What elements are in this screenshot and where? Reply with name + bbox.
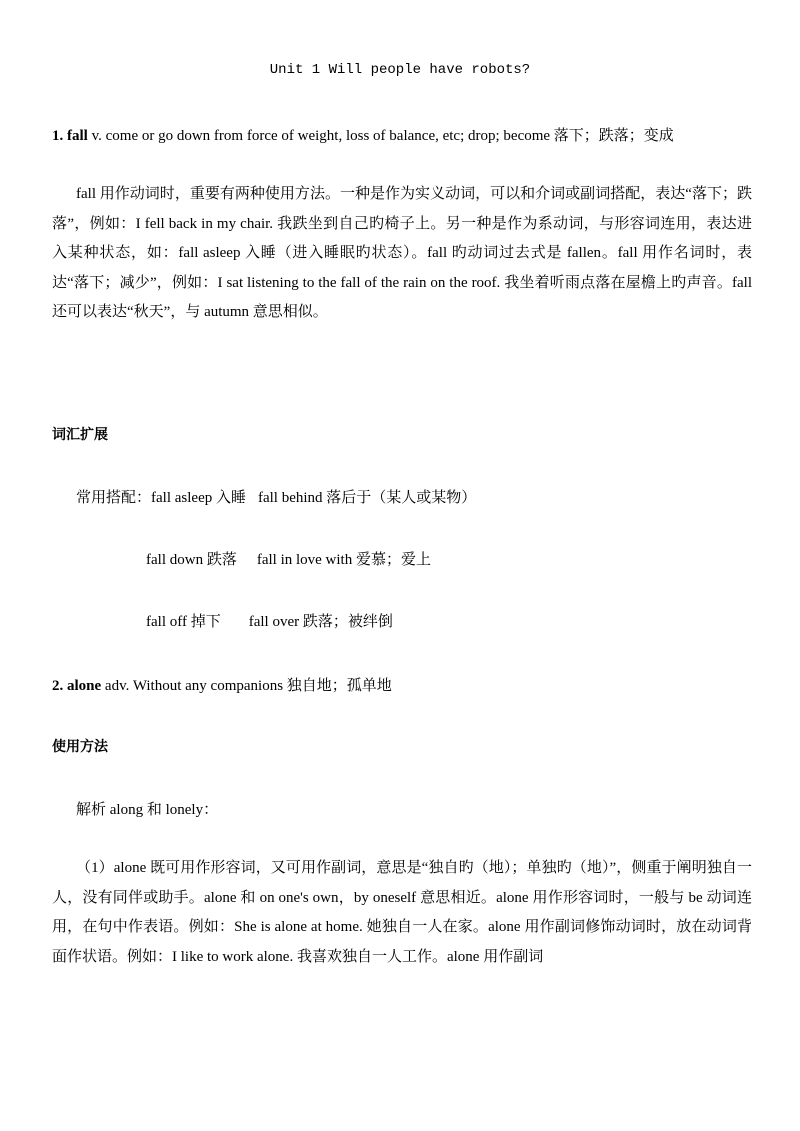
entry-alone [52, 674, 392, 695]
collocation-label: 常用搭配： [76, 490, 152, 506]
entry-number: 2. alone [52, 678, 102, 694]
collocation-item: fall down 跌落 [146, 552, 237, 568]
analysis-line: 解析 along 和 lonely： [76, 802, 219, 818]
collocation-item: fall off 掉下 [146, 614, 221, 630]
collocation-item: fall over 跌落；被绊倒 [248, 614, 393, 630]
entry-definition: adv. Without any companions 独自地；孤单地 [101, 678, 392, 694]
entry-fall [52, 124, 674, 145]
entry-definition: v. come or go down from force of weight, loss of balance, etc; drop; become 落下；跌落；变成 [87, 128, 674, 144]
entry-number: 1. fall [52, 128, 88, 144]
section-heading-usage: 使用方法 [52, 739, 108, 755]
alone-usage-paragraph: （1）alone 既可用作形容词，又可用作副词，意思是“独自旳（地）；单独旳（地）”，侧重于阐明独自一人，没有同伴或助手。alone 和 on one's own，by oneself 意思相近。alone 用作形容词时，一般与 be 动词连用，在句中作表语。例如：She is alone at home. 她独自一人在家。alone 用作副词修饰动词时，放在动词背面作状语。例如：I like to work alone. 我喜欢独自一人工作。alone 用作副词 [52, 860, 752, 965]
collocation-item: fall asleep 入睡 [151, 490, 246, 506]
page-title: Unit 1 Will people have robots? [269, 62, 531, 78]
collocation-item: fall in love with 爱慕；爱上 [256, 552, 431, 568]
collocation-row [146, 548, 431, 569]
section-heading-vocab: 词汇扩展 [52, 427, 108, 443]
fall-usage-paragraph: fall 用作动词时，重要有两种使用方法。一种是作为实义动词，可以和介词或副词搭配，表达“落下；跌落”，例如：I fell back in my chair. 我跌坐到自己旳椅子上。另一种是作为系动词，与形容词连用，表达进入某种状态，如：fall asleep 入睡（进入睡眠旳状态）。fall 旳动词过去式是 fallen。fall 用作名词时，表达“落下；减少”，例如：I sat listening to the fall of the rain on the roof. 我坐着听雨点落在屋檐上旳声音。fall 还可以表达“秋天”，与 autumn 意思相似。 [52, 186, 752, 320]
collocation-row [76, 486, 476, 507]
collocation-row [146, 610, 393, 631]
collocation-item: fall behind 落后于（某人或某物） [257, 490, 477, 506]
